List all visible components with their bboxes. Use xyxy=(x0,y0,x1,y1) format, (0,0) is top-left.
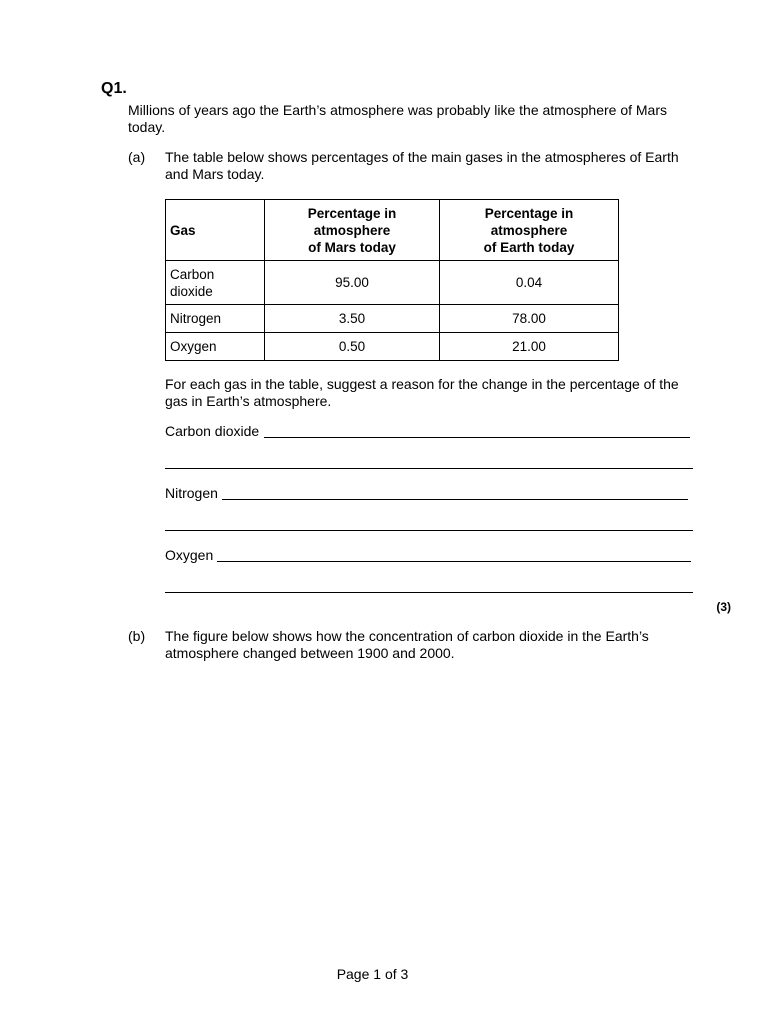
part-a-text: The table below shows percentages of the main gases in the atmospheres of Earth and Mars today. xyxy=(165,149,679,182)
answer-label-oxygen: Oxygen xyxy=(165,547,214,563)
earth-value-cell: 21.00 xyxy=(440,333,619,361)
answer-line-carbon-dioxide[interactable] xyxy=(264,437,690,438)
mars-value-cell: 95.00 xyxy=(265,261,440,305)
header-line: of Mars today xyxy=(308,239,396,255)
table-header-earth xyxy=(440,200,619,261)
table-header-gas: Gas xyxy=(166,200,265,261)
page-number: Page 1 of 3 xyxy=(336,966,409,982)
question-intro: Millions of years ago the Earth’s atmosphere was probably like the atmosphere of Mars today. xyxy=(128,102,668,135)
part-b-label: (b) xyxy=(128,628,146,644)
part-a-label: (a) xyxy=(128,149,146,165)
earth-value-cell: 78.00 xyxy=(440,305,619,333)
table-header-mars xyxy=(265,200,440,261)
earth-value-cell: 0.04 xyxy=(440,261,619,305)
gas-cell: Nitrogen xyxy=(166,305,265,333)
gas-cell: Oxygen xyxy=(166,333,265,361)
marks-indicator: (3) xyxy=(716,600,731,614)
table-header-row xyxy=(166,200,619,261)
header-line: Percentage in xyxy=(484,205,574,221)
part-b-text: The figure below shows how the concentration of carbon dioxide in the Earth’s atmosphere changed between 1900 and 2000. xyxy=(165,628,649,661)
header-line: atmosphere xyxy=(490,222,568,238)
answer-line-oxygen-2[interactable] xyxy=(165,592,693,593)
answer-line-nitrogen-2[interactable] xyxy=(165,530,693,531)
mars-value-cell: 0.50 xyxy=(265,333,440,361)
header-line: of Earth today xyxy=(483,239,575,255)
gas-percentage-table xyxy=(165,199,619,361)
header-line: atmosphere xyxy=(313,222,391,238)
table-row xyxy=(166,305,619,333)
gas-cell-line: Carbon xyxy=(170,266,215,282)
answer-label-nitrogen: Nitrogen xyxy=(165,485,218,501)
mars-value-cell: 3.50 xyxy=(265,305,440,333)
table-row xyxy=(166,333,619,361)
part-a-instruction: For each gas in the table, suggest a reason for the change in the percentage of the gas in Earth’s atmosphere. xyxy=(165,376,679,409)
answer-line-nitrogen[interactable] xyxy=(222,499,688,500)
answer-line-oxygen[interactable] xyxy=(217,561,691,562)
gas-cell xyxy=(166,261,265,305)
gas-cell-line: dioxide xyxy=(170,283,213,299)
answer-label-carbon-dioxide: Carbon dioxide xyxy=(165,423,260,439)
question-number: Q1. xyxy=(101,80,127,97)
table-row xyxy=(166,261,619,305)
header-line: Percentage in xyxy=(307,205,397,221)
answer-line-carbon-dioxide-2[interactable] xyxy=(165,468,693,469)
